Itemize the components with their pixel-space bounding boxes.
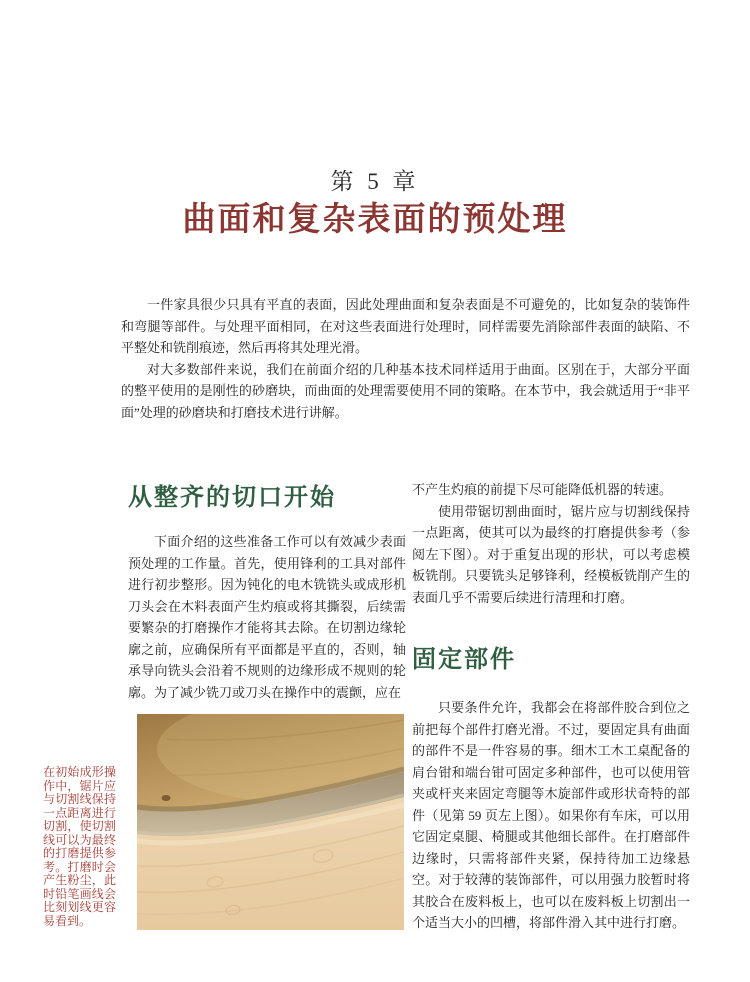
wood-photo xyxy=(137,714,404,930)
intro-paragraph-1: 一件家具很少只具有平直的表面，因此处理曲面和复杂表面是不可避免的，比如复杂的装饰件和弯腿等部件。与处理平面相同，在对这些表面进行处理时，同样需要先消除部件表面的缺陷、不平整处和铣削痕迹，然后再将其处理光滑。 xyxy=(121,297,690,355)
section2-paragraph: 只要条件允许，我都会在将部件胶合到位之前把每个部件打磨光滑。不过，要固定具有曲面的部件不是一件容易的事。细木工木工桌配备的肩台钳和端台钳可固定多种部件，也可以使用管夹或杆夹来固定弯腿等木旋部件或形状奇特的部件（见第 59 页左上图）。如果你有车床，可以用它固定桌腿、椅腿或其他细长部件。在打磨部件边缘时，只需将部件夹紧，保持待加工边缘悬空。对于较薄的装饰部件，可以用强力胶暂时将其胶合在废料板上，也可以在废料板上切割出一个适当大小的凹槽，将部件滑入其中进行打磨。 xyxy=(412,700,690,930)
section1-paragraph-2: 使用带锯切割曲面时，锯片应与切割线保持一点距离，使其可以为最终的打磨提供参考（参阅左下图）。对于重复出现的形状，可以考虑模板铣削。只要铣头足够锋利，经模板铣削产生的表面几乎不需要后续进行清理和打磨。 xyxy=(412,503,690,605)
chapter-label: 第 5 章 xyxy=(330,169,420,194)
section-heading-securing-parts: 固定部件 xyxy=(412,647,516,673)
page-title: 曲面和复杂表面的预处理 xyxy=(182,200,568,237)
section1-paragraph: 下面介绍的这些准备工作可以有效减少表面预处理的工作量。首先，使用锋利的工具对部件进行初步整形。因为钝化的电木铣铣头或成形机刀头会在木料表面产生灼痕或将其撕裂，后续需要繁杂的打磨操作才能将其去除。在切割边缘轮廓之前，应确保所有平面都是平直的，否则，轴承导向铣头会沿着不规则的边缘形成不规则的轮廓。为了减少铣刀或刀头在操作中的震颤，应在 xyxy=(128,534,406,700)
right-column xyxy=(412,479,690,934)
left-column xyxy=(128,483,406,703)
section1-paragraph-continuation: 不产生灼痕的前提下尽可能降低机器的转速。 xyxy=(412,482,673,497)
section-heading-clean-cut: 从整齐的切口开始 xyxy=(128,485,336,511)
intro-section xyxy=(121,294,690,423)
curved-wood-image xyxy=(137,714,404,930)
intro-paragraph-2: 对大多数部件来说，我们在前面介绍的几种基本技术同样适用于曲面。区别在于，大部分平面的整平使用的是刚性的砂磨块，而曲面的处理需要使用不同的策略。在本节中，我会就适用于“非平面”处理的砂磨块和打磨技术进行讲解。 xyxy=(121,361,690,420)
photo-caption: 在初始成形操作中，锯片应与切割线保持一点距离进行切割，使切割线可以为最终的打磨提供参考。打磨时会产生粉尘，此时铅笔画线会比刻划线更容易看到。 xyxy=(43,765,116,928)
